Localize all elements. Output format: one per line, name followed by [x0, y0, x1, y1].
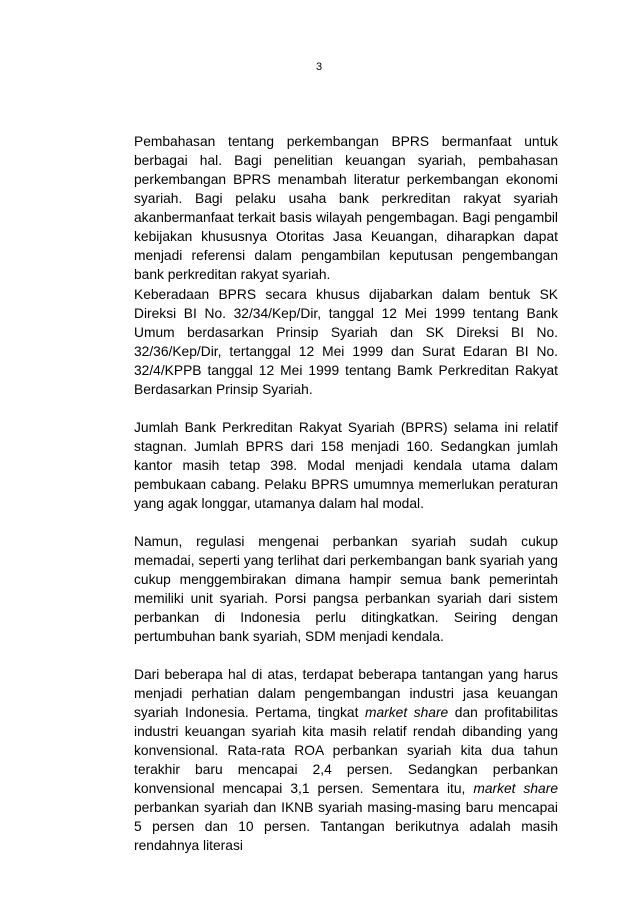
paragraph-sharia-regulation	[134, 532, 558, 646]
paragraph-challenges	[134, 665, 558, 855]
paragraph-bprs-regulation	[134, 285, 558, 399]
paragraph-bprs-count	[134, 418, 558, 513]
paragraph-text: Pembahasan tentang perkembangan BPRS bermanfaat untuk berbagai hal. Bagi penelitian keuangan syariah, pembahasan perkembangan BPRS menambah literatur perkembangan ekonomi syariah. Bagi pelaku usaha bank perkreditan rakyat syariah akanbermanfaat terkait basis wilayah pengembagan. Bagi pengambil kebijakan khususnya Otoritas Jasa Keuangan, diharapkan dapat menjadi referensi dalam pengambilan keputusan pengembangan bank perkreditan rakyat syariah.	[134, 134, 558, 282]
document-body	[134, 132, 558, 855]
paragraph-text: Dari beberapa hal di atas, terdapat beberapa tantangan yang harus menjadi perhatian dalam pengembangan industri jasa keuangan syariah Indonesia. Pertama, tingkat	[134, 667, 558, 720]
paragraph-text: Jumlah Bank Perkreditan Rakyat Syariah (BPRS) selama ini relatif stagnan. Jumlah BPRS dari 158 menjadi 160. Sedangkan jumlah kantor masih tetap 398. Modal menjadi kendala utama dalam pembukaan cabang. Pelaku BPRS umumnya memerlukan peraturan yang agak longgar, utamanya dalam hal modal.	[134, 420, 558, 511]
paragraph-text: perbankan syariah dan IKNB syariah masing-masing baru mencapai 5 persen dan 10 persen. Tantangan berikutnya adalah masih rendahnya literasi	[134, 800, 558, 853]
paragraph-text: Namun, regulasi mengenai perbankan syariah sudah cukup memadai, seperti yang terlihat dari perkembangan bank syariah yang cukup menggembirakan dimana hampir semua bank pemerintah memiliki unit syariah. Porsi pangsa perbankan syariah dari sistem perbankan di Indonesia perlu ditingkatkan. Seiring dengan pertumbuhan bank syariah, SDM menjadi kendala.	[134, 534, 558, 644]
paragraph-bprs-benefits	[134, 132, 558, 284]
page-number: 3	[315, 61, 323, 73]
italic-term: market share	[365, 705, 449, 720]
paragraph-text: Keberadaan BPRS secara khusus dijabarkan dalam bentuk SK Direksi BI No. 32/34/Kep/Dir, tanggal 12 Mei 1999 tentang Bank Umum berdasarkan Prinsip Syariah dan SK Direksi BI No. 32/36/Kep/Dir, tertanggal 12 Mei 1999 dan Surat Edaran BI No. 32/4/KPPB tanggal 12 Mei 1999 tentang Bamk Perkreditan Rakyat Berdasarkan Prinsip Syariah.	[134, 287, 558, 397]
italic-term: market share	[473, 781, 559, 796]
paragraph-text: dan profitabilitas industri keuangan syariah kita masih relatif rendah dibanding yang konvensional. Rata-rata ROA perbankan syariah kita dua tahun terakhir baru mencapai 2,4 persen. Sedangkan perbankan konvensional mencapai 3,1 persen. Sementara itu,	[134, 705, 558, 796]
